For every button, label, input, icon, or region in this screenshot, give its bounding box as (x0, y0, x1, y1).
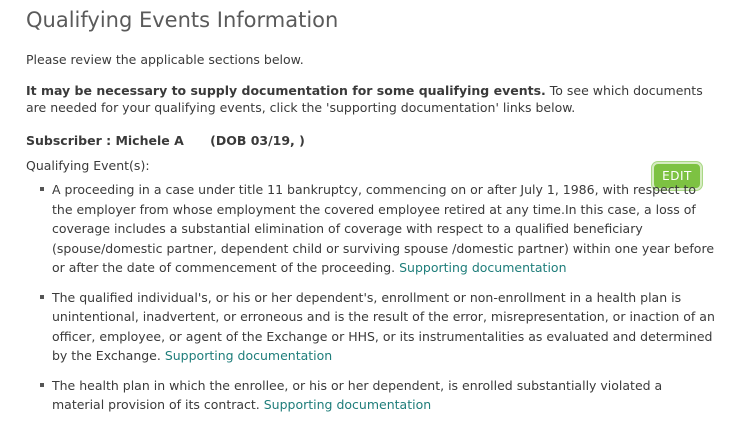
subscriber-name: Subscriber : Michele A (26, 133, 184, 148)
edit-button[interactable]: EDIT (652, 162, 702, 190)
documentation-note-bold: It may be necessary to supply documentation for some qualifying events. (26, 83, 546, 98)
list-item (26, 288, 716, 366)
event-text: The health plan in which the enrollee, or his or her dependent, is enrolled substantially violated a material provision of its contract. (52, 377, 663, 412)
supporting-documentation-link[interactable]: Supporting documentation (263, 397, 432, 412)
event-text: A proceeding in a case under title 11 bankruptcy, commencing on or after July 1, 1986, with respect to the employer from whose employment the covered employee retired at any time.In this case, a loss of coverage includes a substantial elimination of coverage with respect to a qualified beneficiary (spouse/domestic partner, dependent child or surviving spouse /domestic partner) within one year before or after the date of commencement of the proceeding. (52, 182, 715, 275)
qualifying-events-label: Qualifying Event(s): (26, 158, 150, 173)
bullet-icon (40, 295, 44, 299)
review-instructions: Please review the applicable sections below. (26, 52, 304, 67)
documentation-note (26, 82, 716, 116)
supporting-documentation-link[interactable]: Supporting documentation (399, 260, 567, 275)
event-text: The qualified individual's, or his or her dependent's, enrollment or non-enrollment in a health plan is unintentional, inadvertent, or erroneous and is the result of the error, misrepresentation, or inaction of an officer, employee, or agent of the Exchange or HHS, or its instrumentalities as evaluated and determined by the Exchange. (52, 289, 715, 363)
bullet-icon (40, 383, 44, 387)
subscriber-dob: (DOB 03/19, ) (210, 133, 305, 148)
page-title: Qualifying Events Information (26, 8, 339, 32)
bullet-icon (40, 187, 44, 191)
supporting-documentation-link[interactable]: Supporting documentation (164, 348, 333, 363)
subscriber-info (26, 133, 305, 148)
qualifying-events-list (26, 180, 716, 415)
documentation-note-rest: To see which documents are needed for your qualifying events, click the 'supporting documentation' links below. (26, 83, 703, 115)
list-item (26, 180, 716, 278)
list-item (26, 376, 716, 415)
